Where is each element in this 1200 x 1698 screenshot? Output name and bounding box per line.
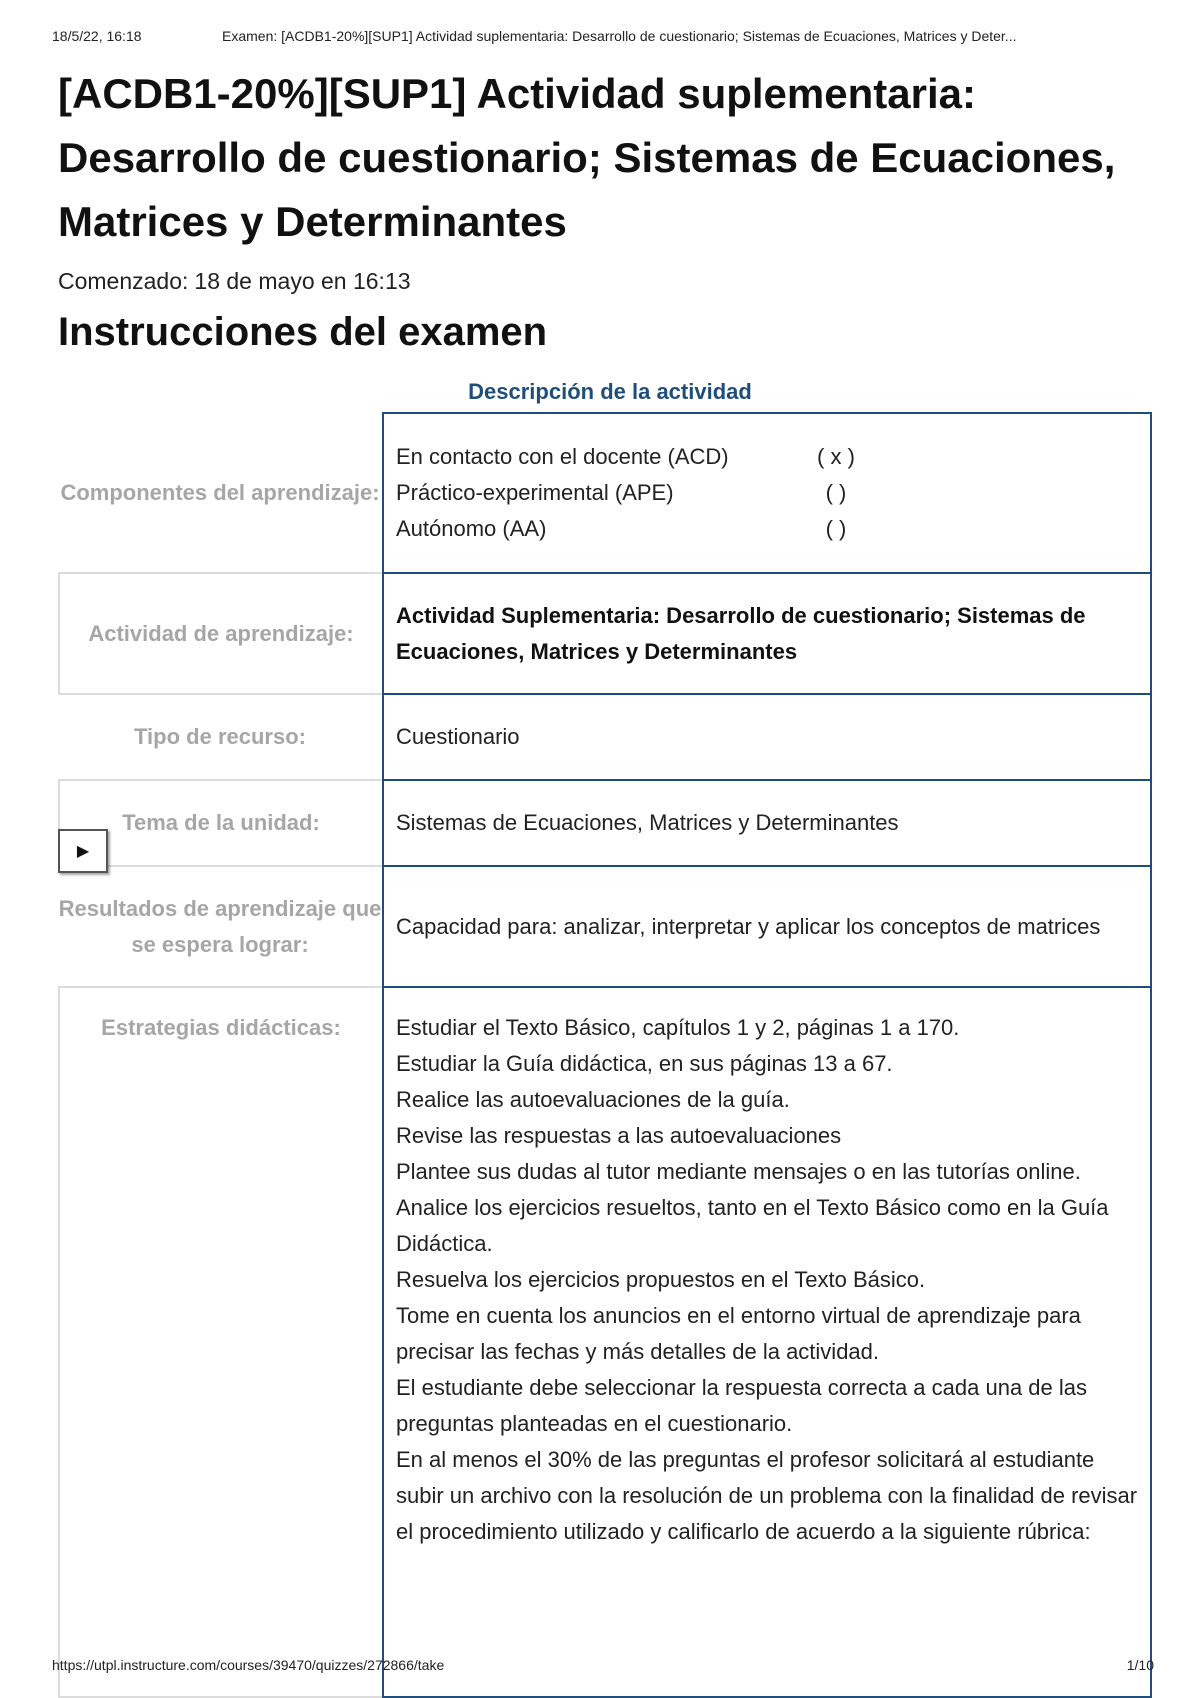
strategy-item: El estudiante debe seleccionar la respuesta correcta a cada una de las preguntas planteadas en el cuestionario. — [396, 1375, 1087, 1436]
print-document-title: Examen: [ACDB1-20%][SUP1] Actividad suplementaria: Desarrollo de cuestionario; Sistemas de Ecuaciones, Matrices y Deter... — [222, 28, 1017, 44]
row-label: Componentes del aprendizaje: — [60, 480, 380, 505]
started-info — [58, 268, 411, 295]
row-label: Tipo de recurso: — [134, 724, 306, 749]
print-date: 18/5/22, 16:18 — [52, 28, 142, 44]
started-value: 18 de mayo en 16:13 — [194, 268, 411, 294]
row-components — [58, 412, 1152, 574]
row-value: Actividad Suplementaria: Desarrollo de cuestionario; Sistemas de Ecuaciones, Matrices y Determinantes — [382, 572, 1152, 695]
strategy-item: Estudiar la Guía didáctica, en sus páginas 13 a 67. — [396, 1051, 893, 1076]
table-caption: Descripción de la actividad — [468, 379, 752, 404]
row-value — [382, 412, 1152, 574]
strategy-item: Revise las respuestas a las autoevaluaciones — [396, 1123, 842, 1148]
page-url: https://utpl.instructure.com/courses/39470/quizzes/272866/take — [52, 1657, 445, 1673]
page-number: 1/10 — [1126, 1657, 1154, 1673]
row-results — [58, 865, 1152, 988]
play-button[interactable] — [58, 829, 108, 873]
quiz-title: [ACDB1-20%][SUP1] Actividad suplementaria: Desarrollo de cuestionario; Sistemas de Ecuaciones, Matrices y Determinantes — [58, 70, 1116, 245]
component-item — [396, 475, 1138, 511]
instructions-heading: Instrucciones del examen — [58, 310, 548, 354]
component-mark: ( ) — [825, 480, 847, 505]
row-resource — [58, 693, 1152, 781]
component-item — [396, 511, 1138, 547]
row-label: Resultados de aprendizaje que se espera lograr: — [58, 895, 382, 957]
strategy-item: Estudiar el Texto Básico, capítulos 1 y 2, páginas 1 a 170. — [396, 1015, 960, 1040]
row-activity — [58, 572, 1152, 695]
strategy-item: Analice los ejercicios resueltos, tanto en el Texto Básico como en la Guía Didáctica. — [396, 1195, 1109, 1256]
started-label: Comenzado: — [58, 268, 189, 294]
component-name: Autónomo (AA) — [396, 516, 547, 541]
strategy-item: En al menos el 30% de las preguntas el profesor solicitará al estudiante subir un archivo con la resolución de un problema con la finalidad de revisar el procedimiento utilizado y calificarlo de acuerdo a la siguiente rúbrica: — [396, 1447, 1138, 1544]
row-unit — [58, 779, 1152, 867]
row-value: Sistemas de Ecuaciones, Matrices y Determinantes — [382, 779, 1152, 867]
component-item — [396, 439, 1138, 475]
strategy-item: Tome en cuenta los anuncios en el entorno virtual de aprendizaje para precisar las fechas y más detalles de la actividad. — [396, 1303, 1081, 1364]
strategy-item: Plantee sus dudas al tutor mediante mensajes o en las tutorías online. — [396, 1159, 1081, 1184]
play-icon: ▶ — [76, 843, 90, 860]
component-name: Práctico-experimental (APE) — [396, 480, 674, 505]
component-mark: ( ) — [825, 516, 847, 541]
strategy-item: Resuelva los ejercicios propuestos en el Texto Básico. — [396, 1267, 926, 1292]
row-value: Cuestionario — [382, 693, 1152, 781]
row-strategies — [58, 986, 1152, 1698]
row-label: Estrategias didácticas: — [58, 986, 382, 1698]
row-value: Capacidad para: analizar, interpretar y aplicar los conceptos de matrices — [382, 865, 1152, 988]
row-label: Tema de la unidad: — [58, 779, 382, 867]
row-value — [382, 986, 1152, 1698]
strategy-item: Realice las autoevaluaciones de la guía. — [396, 1087, 790, 1112]
row-label: Actividad de aprendizaje: — [58, 572, 382, 695]
component-name: En contacto con el docente (ACD) — [396, 444, 729, 469]
component-mark: ( x ) — [817, 444, 855, 469]
